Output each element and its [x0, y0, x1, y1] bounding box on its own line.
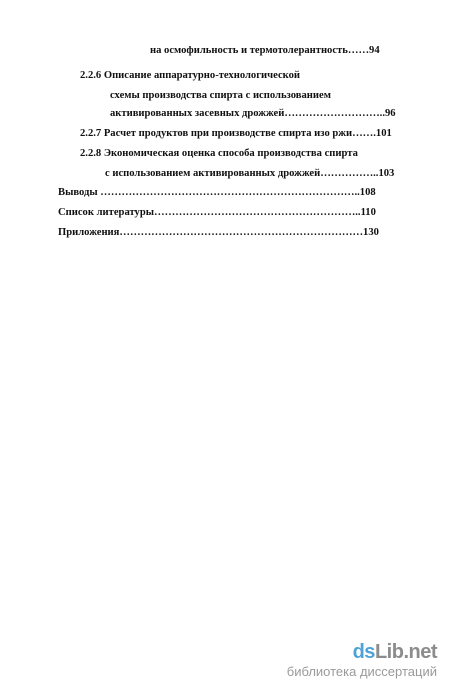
logo-ds: ds: [352, 641, 375, 663]
toc-line-2-2-7: 2.2.7 Расчет продуктов при производстве спирта изо ржи…….101: [80, 128, 392, 139]
watermark-subtitle: библиотека диссертаций: [286, 664, 437, 679]
toc-line-2-2-6-cont2: активированных засевных дрожжей………………………..96: [110, 108, 396, 119]
toc-line-osmophilicity: на осмофильность и термотолерантность……94: [150, 45, 380, 56]
toc-line-2-2-6-cont1: схемы производства спирта с использованием: [110, 90, 331, 101]
toc-line-2-2-6: 2.2.6 Описание аппаратурно-технологической: [80, 70, 301, 81]
toc-line-2-2-8-cont: с использованием активированных дрожжей……………..103: [105, 168, 395, 179]
toc-line-references: Список литературы…………………………………………………..110: [58, 207, 376, 218]
logo-lib: Lib: [374, 641, 404, 663]
dslib-watermark: [287, 642, 437, 679]
dslib-logo: [287, 642, 437, 662]
toc-line-2-2-8: 2.2.8 Экономическая оценка способа производства спирта: [80, 148, 358, 159]
toc-line-appendices: Приложения……………………………………………………………130: [58, 227, 379, 238]
logo-net: .net: [403, 641, 437, 663]
toc-line-conclusions: Выводы ………………………………………………………………..108: [58, 187, 376, 198]
